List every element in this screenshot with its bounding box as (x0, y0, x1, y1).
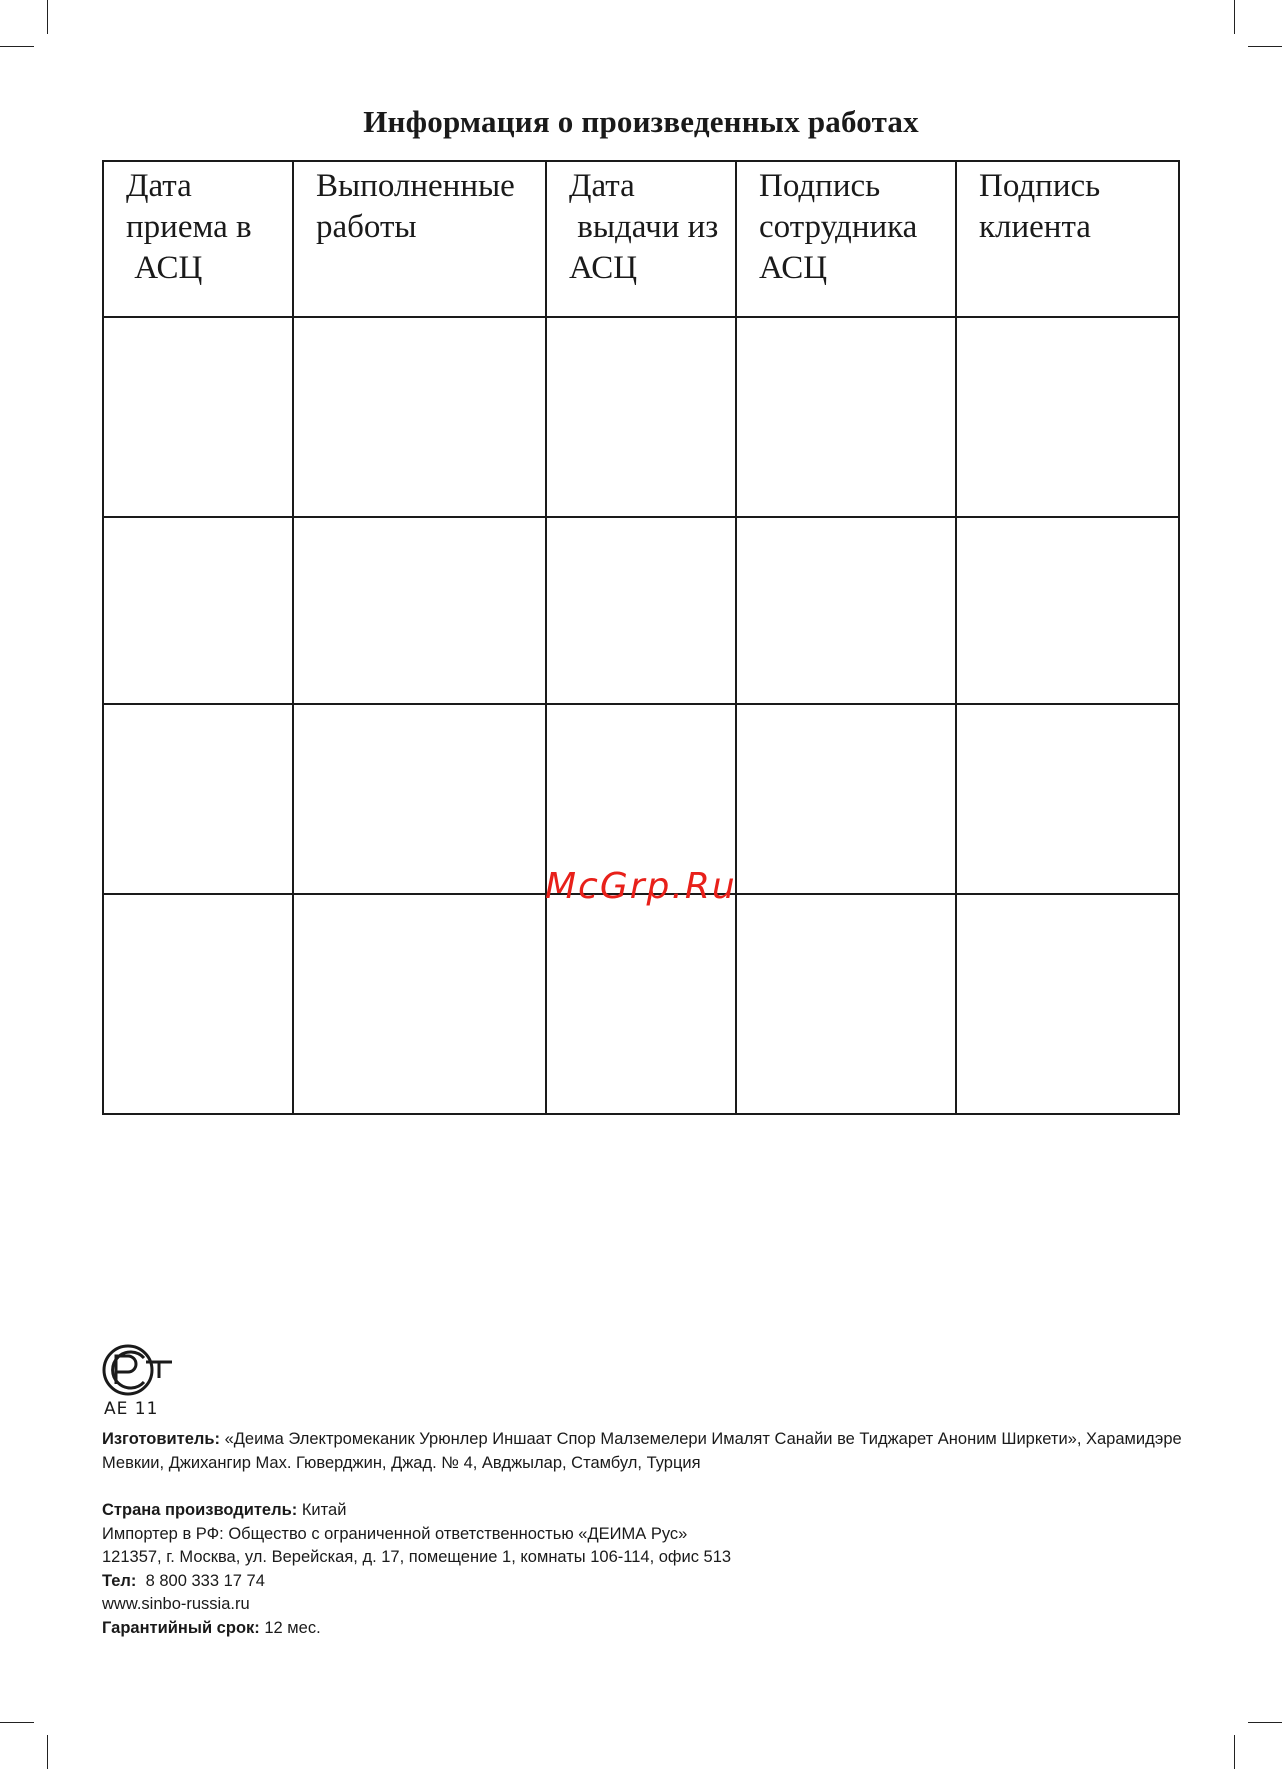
header-line: клиента (979, 209, 1091, 245)
table-row (103, 317, 1179, 517)
table-cell[interactable] (293, 317, 546, 517)
manufacturer-value: «Деима Электромеканик Урюнлер Иншаат Спор Малземелери Ималят Санайи ве Тиджарет Аноним Ширкети», Харамидэре (220, 1430, 1182, 1448)
header-line: АСЦ (759, 250, 828, 286)
header-line: выдачи из (569, 209, 719, 245)
website-link[interactable]: www.sinbo-russia.ru (102, 1595, 250, 1613)
phone-value: 8 800 333 17 74 (136, 1571, 265, 1590)
header-line: Выполненные (316, 168, 515, 204)
rst-certification-mark-icon (100, 1342, 176, 1400)
header-line: АСЦ (569, 250, 638, 286)
table-row (103, 894, 1179, 1114)
table-cell[interactable] (956, 704, 1179, 894)
header-line: Подпись (979, 168, 1101, 204)
footer-info (102, 1428, 1182, 1640)
table-cell[interactable] (103, 317, 293, 517)
works-table (102, 160, 1180, 1115)
country-label: Страна производитель: (102, 1501, 298, 1519)
header-line: Дата (569, 168, 635, 204)
page-title: Информация о произведенных работах (363, 104, 919, 139)
table-cell[interactable] (293, 894, 546, 1114)
table-cell[interactable] (103, 517, 293, 704)
table-cell[interactable] (293, 704, 546, 894)
table-cell[interactable] (956, 517, 1179, 704)
importer-line: Импортер в РФ: Общество с ограниченной ответственностью «ДЕИМА Рус» (102, 1524, 688, 1543)
table-cell[interactable] (546, 317, 736, 517)
country-value: Китай (297, 1501, 347, 1519)
header-staff-signature (736, 161, 956, 317)
crop-mark (1248, 1722, 1282, 1723)
table-cell[interactable] (546, 894, 736, 1114)
header-line: работы (316, 209, 417, 245)
table-cell[interactable] (956, 894, 1179, 1114)
table-cell[interactable] (103, 894, 293, 1114)
header-work-done (293, 161, 546, 317)
manufacturer-address: Мевкии, Джихангир Мах. Гюверджин, Джад. № 4, Авджылар, Стамбул, Турция (102, 1453, 701, 1472)
table-cell[interactable] (103, 704, 293, 894)
header-line: АСЦ (126, 250, 203, 286)
table-cell[interactable] (736, 894, 956, 1114)
warranty-line (102, 1617, 1182, 1641)
phone-label: Тел: (102, 1571, 137, 1590)
country-line (102, 1499, 1182, 1523)
header-intake-date (103, 161, 293, 317)
crop-mark (1234, 1735, 1235, 1769)
table-cell[interactable] (546, 517, 736, 704)
crop-mark (0, 1722, 34, 1723)
crop-mark (0, 46, 34, 47)
header-release-date (546, 161, 736, 317)
manufacturer-label: Изготовитель: (102, 1430, 220, 1448)
crop-mark (47, 0, 48, 34)
warranty-value: 12 мес. (259, 1618, 321, 1637)
crop-mark (1248, 46, 1282, 47)
table-cell[interactable] (736, 317, 956, 517)
header-line: Подпись (759, 168, 881, 204)
header-line: приема в (126, 209, 252, 245)
table-row (103, 517, 1179, 704)
crop-mark (47, 1735, 48, 1769)
phone-line (102, 1570, 1182, 1594)
table-cell[interactable] (956, 317, 1179, 517)
header-line: сотрудника (759, 209, 918, 245)
crop-mark (1234, 0, 1235, 34)
certification-code: AE 11 (104, 1399, 159, 1419)
header-line: Дата (126, 168, 192, 204)
warranty-label: Гарантийный срок: (102, 1618, 260, 1637)
table-header-row (103, 161, 1179, 317)
table-cell[interactable] (293, 517, 546, 704)
watermark-text: McGrp.Ru (545, 866, 737, 907)
table-cell[interactable] (736, 704, 956, 894)
table-cell[interactable] (736, 517, 956, 704)
manufacturer-line (102, 1428, 1182, 1452)
importer-address: 121357, г. Москва, ул. Верейская, д. 17, помещение 1, комнаты 106-114, офис 513 (102, 1548, 732, 1566)
header-client-signature (956, 161, 1179, 317)
